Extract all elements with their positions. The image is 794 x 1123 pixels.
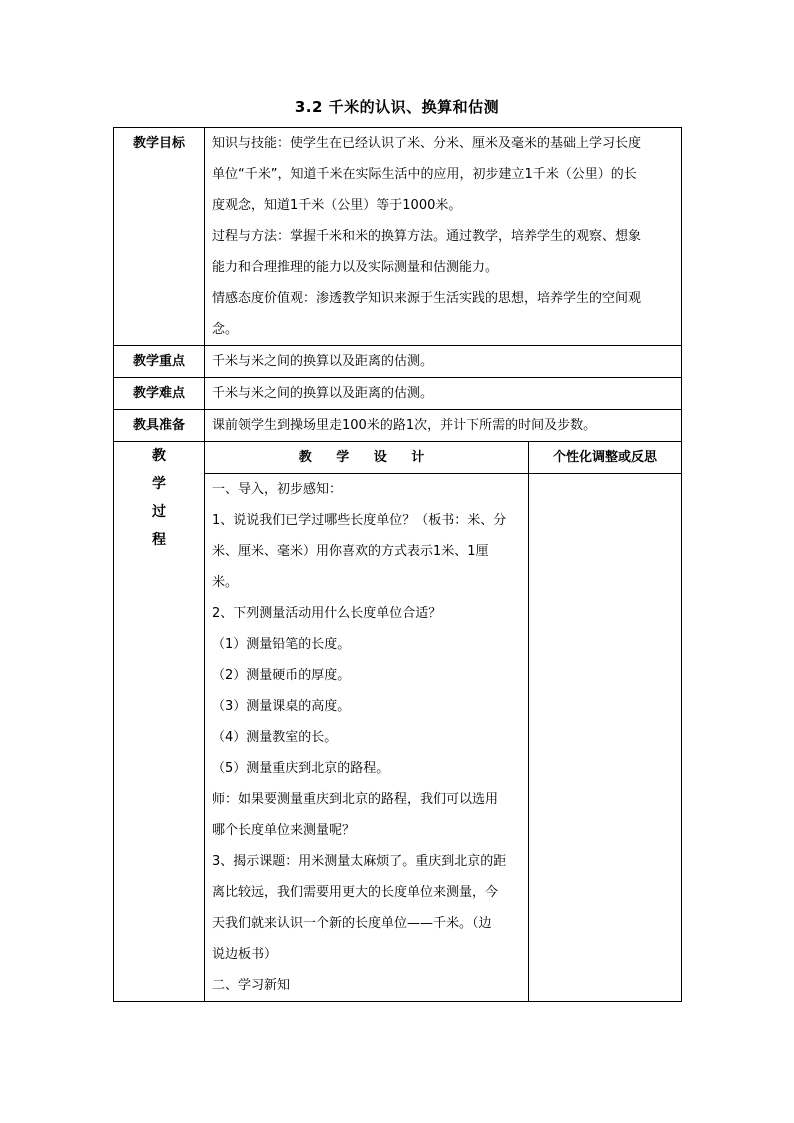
- key-point-label: 教学重点: [114, 346, 205, 378]
- reflection-header: 个性化调整或反思: [529, 442, 682, 474]
- objective-line: 念。: [212, 322, 239, 337]
- key-point-content: 千米与米之间的换算以及距离的估测。: [205, 346, 682, 378]
- objective-line: 单位“千米”，知道千米在实际生活中的应用，初步建立1千米（公里）的长: [212, 167, 637, 182]
- process-label-char: 教: [152, 448, 166, 464]
- materials-row: [114, 410, 682, 442]
- objective-content: [205, 128, 682, 346]
- objective-label: 教学目标: [114, 128, 205, 346]
- process-line: 天我们就来认识一个新的长度单位——千米。（边: [212, 916, 492, 931]
- process-label-char: 程: [152, 532, 166, 548]
- process-line: 师：如果要测量重庆到北京的路程，我们可以选用: [212, 792, 499, 807]
- process-line: 离比较远，我们需要用更大的长度单位来测量，今: [212, 885, 499, 900]
- process-content: [205, 474, 529, 1002]
- difficulty-content: 千米与米之间的换算以及距离的估测。: [205, 378, 682, 410]
- objective-line: 情感态度价值观：渗透教学知识来源于生活实践的思想，培养学生的空间观: [212, 291, 642, 306]
- objective-line: 过程与方法：掌握千米和米的换算方法。通过教学，培养学生的观察、想象: [212, 229, 642, 244]
- page-title: 3.2 千米的认识、换算和估测: [294, 98, 500, 116]
- process-line: （2）测量硬币的厚度。: [212, 668, 351, 683]
- reflection-content: [529, 474, 682, 1002]
- process-line: 二、学习新知: [212, 978, 291, 993]
- objective-line: 度观念，知道1千米（公里）等于1000米。: [212, 198, 462, 213]
- process-label: [114, 442, 205, 1002]
- process-label-char: 学: [152, 476, 166, 492]
- process-line: 米。: [212, 575, 239, 590]
- process-line: 一、导入，初步感知：: [212, 482, 343, 497]
- objective-row: [114, 128, 682, 346]
- materials-content: 课前领学生到操场里走100米的路1次，并计下所需的时间及步数。: [205, 410, 682, 442]
- process-line: 米、厘米、毫米）用你喜欢的方式表示1米、1厘: [212, 544, 489, 559]
- process-line: 2、下列测量活动用什么长度单位合适？: [212, 606, 442, 621]
- process-line: 1、说说我们已学过哪些长度单位？（板书：米、分: [212, 513, 507, 528]
- objective-line: 知识与技能：使学生在已经认识了米、分米、厘米及毫米的基础上学习长度: [212, 136, 642, 151]
- design-header-row: [114, 442, 682, 474]
- difficulty-label: 教学难点: [114, 378, 205, 410]
- materials-label: 教具准备: [114, 410, 205, 442]
- process-line: （5）测量重庆到北京的路程。: [212, 761, 390, 776]
- process-line: 哪个长度单位来测量呢？: [212, 823, 356, 838]
- key-point-row: [114, 346, 682, 378]
- process-line: （3）测量课桌的高度。: [212, 699, 351, 714]
- process-line: 说边板书）: [212, 947, 278, 962]
- lesson-plan-table: [113, 127, 682, 1002]
- objective-line: 能力和合理推理的能力以及实际测量和估测能力。: [212, 260, 499, 275]
- process-label-char: 过: [152, 504, 166, 520]
- process-line: （1）测量铅笔的长度。: [212, 637, 351, 652]
- process-line: 3、揭示课题：用米测量太麻烦了。重庆到北京的距: [212, 854, 507, 869]
- difficulty-row: [114, 378, 682, 410]
- design-header: 教 学 设 计: [205, 442, 529, 474]
- process-line: （4）测量教室的长。: [212, 730, 338, 745]
